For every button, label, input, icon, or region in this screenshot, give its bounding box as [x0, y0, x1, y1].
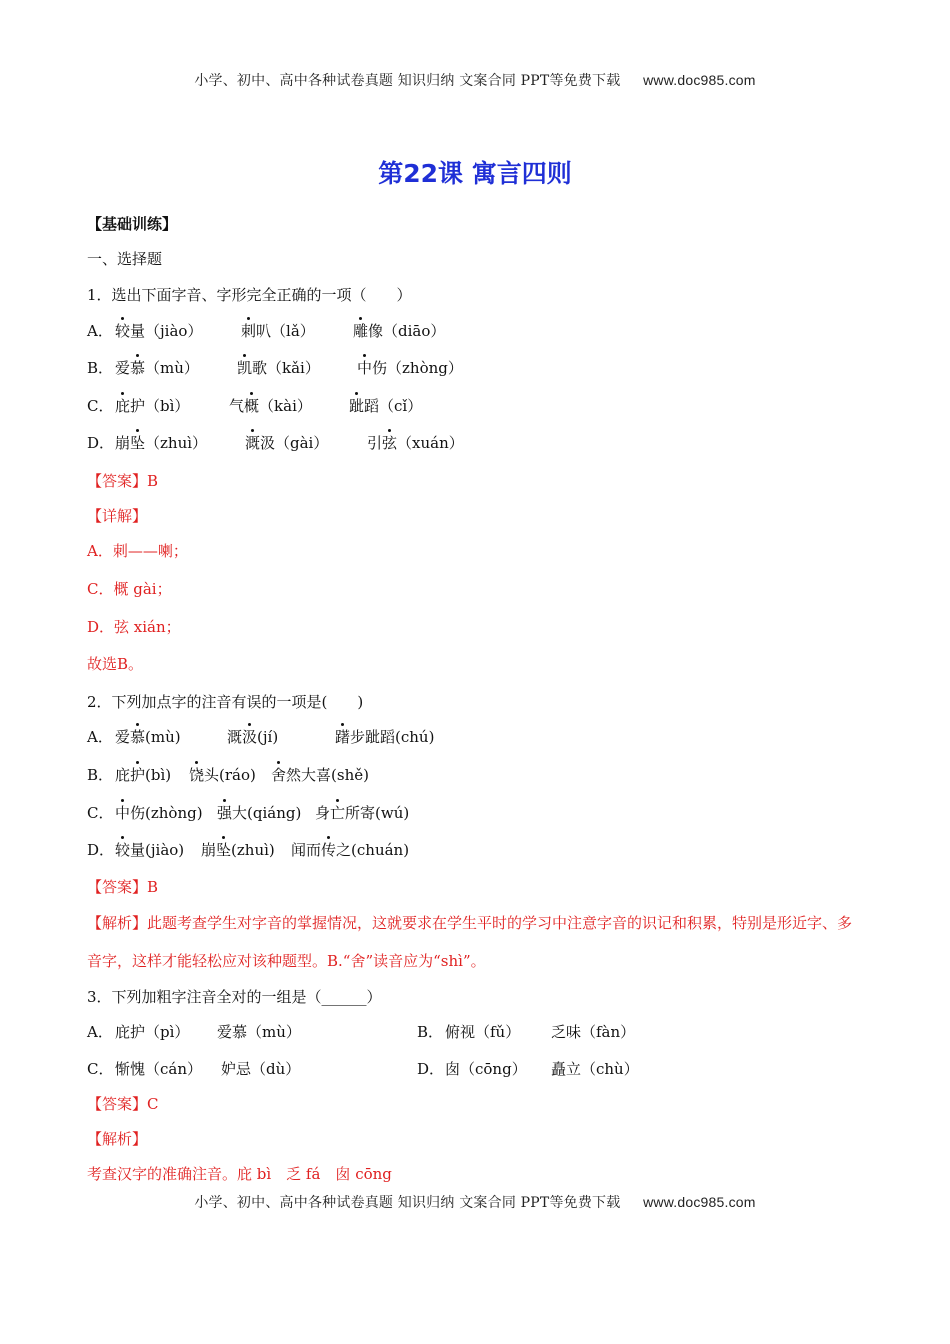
q3-stem: 3．下列加粗字注音全对的一组是（______） [87, 988, 382, 1006]
q3-answer: 【答案】C [87, 1095, 159, 1113]
q3-option-b: B． 俯视（fǔ） 乏味（fàn） [417, 1023, 636, 1041]
q1-note-c: C．概 gài； [87, 580, 172, 598]
footer-text: 小学、初中、高中各种试卷真题 知识归纳 文案合同 PPT等免费下载 [194, 1195, 621, 1211]
q2-answer: 【答案】B [87, 878, 159, 896]
q1-option-c: C． 庇护（bì） 气概（kài） 跐蹈（cǐ） [87, 397, 423, 415]
q2-option-d: D． 较量(jiào) 崩坠(zhuì) 闻而传之(chuán) [87, 841, 410, 859]
page-title: 第22课 寓言四则 [378, 159, 572, 188]
q2-option-b: B． 庇护(bì) 饶头(ráo) 舍然大喜(shě) [87, 766, 369, 784]
q1-answer: 【答案】B [87, 472, 159, 490]
q1-note-a: A．刺——喇； [87, 542, 188, 560]
page-header [0, 70, 950, 90]
q3-option-c: C． 惭愧（cán） 妒忌（dù） [87, 1060, 301, 1078]
q1-option-d: D． 崩坠（zhuì） 溉汲（gài） 引弦（xuán） [87, 434, 464, 452]
q1-conclusion: 故选B。 [87, 655, 144, 673]
footer-site[interactable]: www.doc985.com [643, 1194, 756, 1210]
q3-option-d: D． 囱（cōng） 矗立（chù） [417, 1060, 639, 1078]
page-footer [0, 1192, 950, 1212]
q2-analysis: 【解析】此题考查学生对字音的掌握情况，这就要求在学生平时的学习中注意字音的识记和积累，特别是形近字、多音字，这样才能轻松应对该种题型。B.“舍”读音应为“shì”。 [87, 914, 853, 970]
q2-stem: 2．下列加点字的注音有误的一项是( ) [87, 693, 364, 711]
part-heading: 一、选择题 [87, 250, 163, 268]
q2-option-a: A． 爱慕(mù) 溉汲(jí) 躇步跐蹈(chú) [87, 728, 435, 746]
q3-analysis: 考查汉字的准确注音。庇 bì 乏 fá 囱 cōng [87, 1165, 392, 1183]
header-site[interactable]: www.doc985.com [643, 72, 756, 88]
q2-option-c: C． 中伤(zhòng) 强大(qiáng) 身亡所寄(wú) [87, 804, 410, 822]
q1-option-b: B． 爱慕（mù） 凯歌（kǎi） 中伤（zhòng） [87, 359, 463, 377]
q3-analysis-label: 【解析】 [87, 1130, 148, 1148]
header-text: 小学、初中、高中各种试卷真题 知识归纳 文案合同 PPT等免费下载 [194, 73, 621, 89]
q1-option-a: A． 较量（jiào） 刺叭（lǎ） 雕像（diāo） [87, 322, 446, 340]
q1-note-d: D．弦 xián； [87, 618, 181, 636]
q1-detail-label: 【详解】 [87, 507, 148, 525]
section-heading: 【基础训练】 [87, 215, 178, 233]
q3-option-a: A． 庇护（pì） 爱慕（mù） [87, 1023, 301, 1041]
q1-stem: 1．选出下面字音、字形完全正确的一项（ ） [87, 286, 412, 304]
